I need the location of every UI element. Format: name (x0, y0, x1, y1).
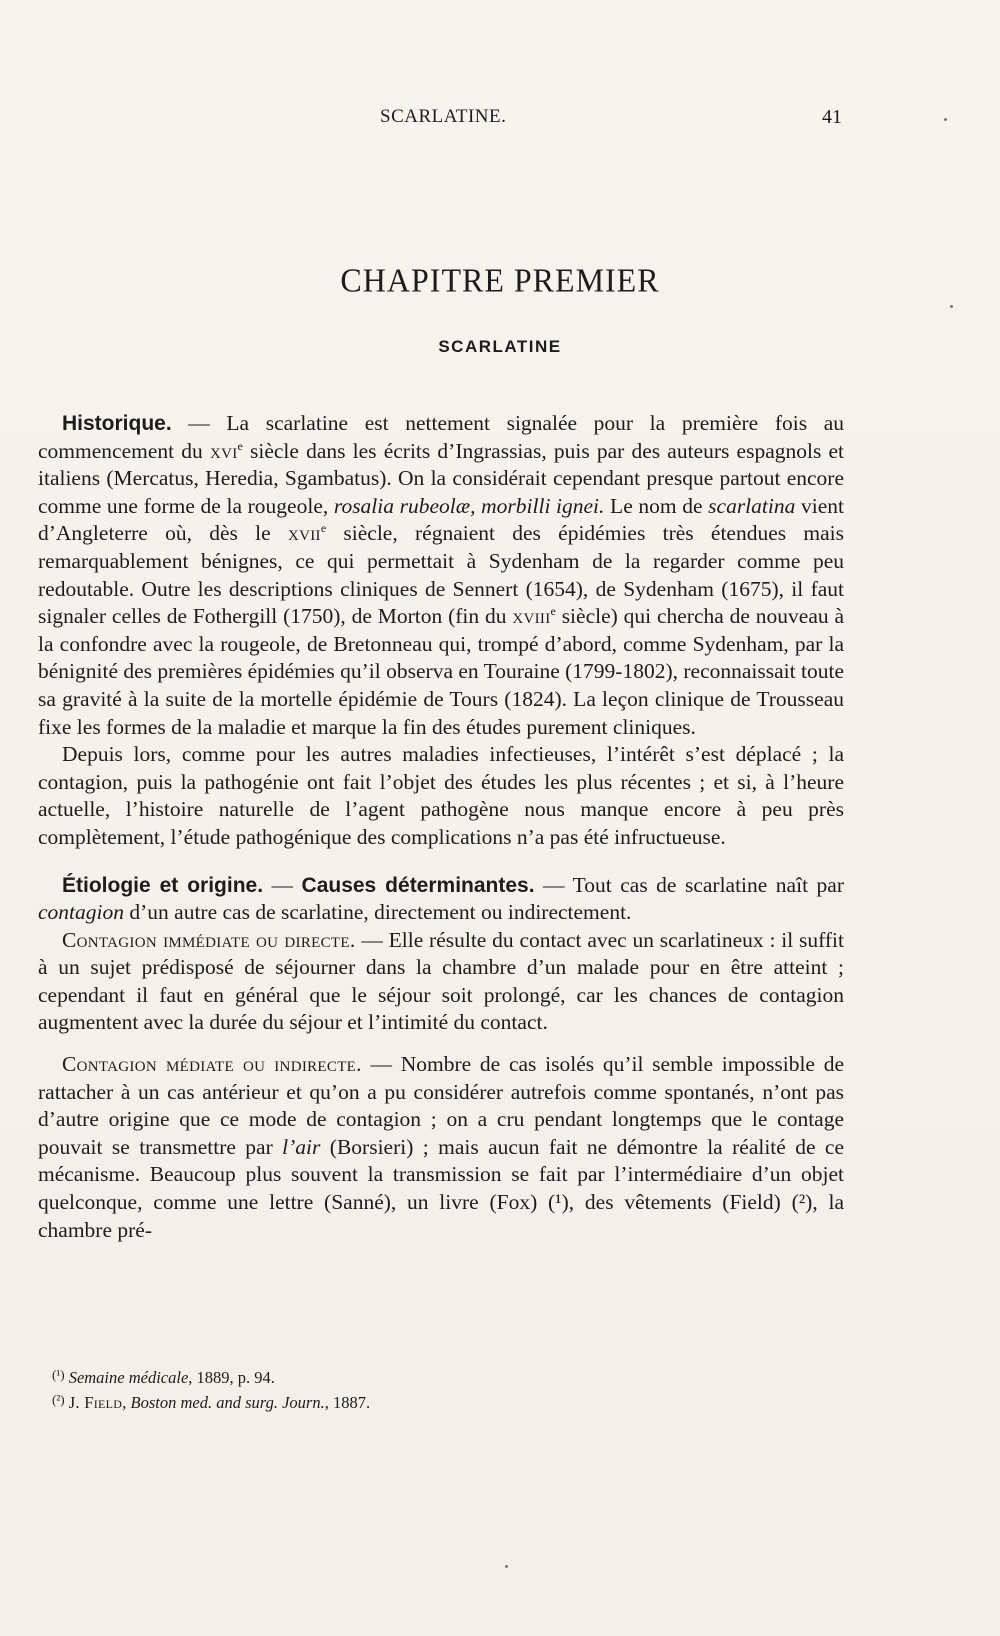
paragraph-etiologie: Étiologie et origine. — Causes déterminantes. — Tout cas de scarlatine naît par contagion d’un autre cas de scarlatine, directement ou indirectement. (38, 872, 844, 925)
footnote-ref: (¹) (548, 1190, 569, 1215)
footnote-2: $^{(^2)}$ J. Field, Boston med. and surg. Journ., 1887. (52, 1392, 371, 1412)
paragraph-heading: Historique. (62, 412, 172, 435)
footnotes (52, 1364, 832, 1414)
print-speck (944, 118, 947, 121)
paragraph-contagion-directe: Contagion immédiate ou directe. — Elle résulte du contact avec un scarlatineux : il suffit à un sujet prédisposé de séjourner dans la chambre d’un malade pour en être atteint ; cependant il faut en général que le séjour soit prolongé, car les chances de contagion augmentent avec la durée du séjour et l’intimité du contact. (38, 927, 844, 1035)
paragraph-contagion-indirecte: Contagion médiate ou indirecte. — Nombre de cas isolés qu’il semble impossible de rattacher à un cas antérieur et qu’on a pu considérer autrefois comme spontanés, n’ont pas d’autre origine que ce mode de contagion ; on a cru pendant longtemps que le contage pouvait se transmettre par l’air (Borsieri) ; mais aucun fait ne démontre la réalité de ce mécanisme. Beaucoup plus souvent la transmission se fait par l’intermédiaire d’un objet quelconque, comme une lettre (Sanné), un livre (Fox) (¹), des vêtements (Field) (²), la chambre pré- (38, 1052, 844, 1242)
paragraph-historique: Historique. — La scarlatine est nettement signalée pour la première fois au commencement du xvi$^e$ siècle dans les écrits d’Ingrassias, puis par des auteurs espagnols et italiens (Mercatus, Heredia, Sgambatus). On la considérait cependant presque partout encore comme une forme de la rougeole, rosalia rubeolæ, morbilli ignei. Le nom de scarlatina vient d’Angleterre où, dès le xvii$^e$ siècle, régnaient des épidémies très étendues mais remarquablement bénignes, ce qui permettait à Sydenham de la regarder comme peu redoutable. Outre les descriptions cliniques de Sennert (1654), de Sydenham (1675), il faut signaler celles de Fothergill (1750), de Morton (fin du xviii$^e$ siècle) qui chercha de nouveau à la confondre avec la rougeole, de Bretonneau qui, trompé d’abord, comme Sydenham, par la bénignité des premières épidémies qu’il observa en Touraine (1799-1802), reconnaissait toute sa gravité à la suite de la mortelle épidémie de Tours (1824). La leçon clinique de Trousseau fixe les formes de la maladie et marque la fin des études purement cliniques. (38, 411, 845, 739)
body-text (38, 410, 844, 1244)
section-title: SCARLATINE (438, 337, 562, 356)
paragraph-depuis-lors: Depuis lors, comme pour les autres maladies infectieuses, l’intérêt s’est déplacé ; la contagion, puis la pathogénie ont fait l’objet des études les plus récentes ; et si, à l’heure actuelle, l’histoire naturelle de l’agent pathogène nous manque encore à peu près complètement, l’étude pathogénique des complications n’a pas été infructueuse. (38, 742, 844, 849)
page-number: 41 (822, 106, 842, 128)
paragraph-heading: Contagion médiate ou indirecte. (62, 1052, 362, 1077)
paragraph-subheading: Causes déterminantes. (301, 873, 535, 897)
print-speck (505, 1565, 508, 1568)
paragraph-heading: Étiologie et origine. (62, 873, 264, 897)
paragraph-heading: Contagion immédiate ou directe. (62, 927, 356, 952)
print-speck (950, 305, 953, 308)
chapter-title: CHAPITRE PREMIER (340, 261, 660, 299)
latin-names: rosalia rubeolæ, morbilli ignei. (333, 493, 605, 518)
footnote-1: $^{(^1)}$ Semaine médicale, 1889, p. 94. (52, 1367, 275, 1387)
running-title: SCARLATINE. (380, 106, 507, 127)
footnote-ref: (²) (791, 1190, 813, 1215)
